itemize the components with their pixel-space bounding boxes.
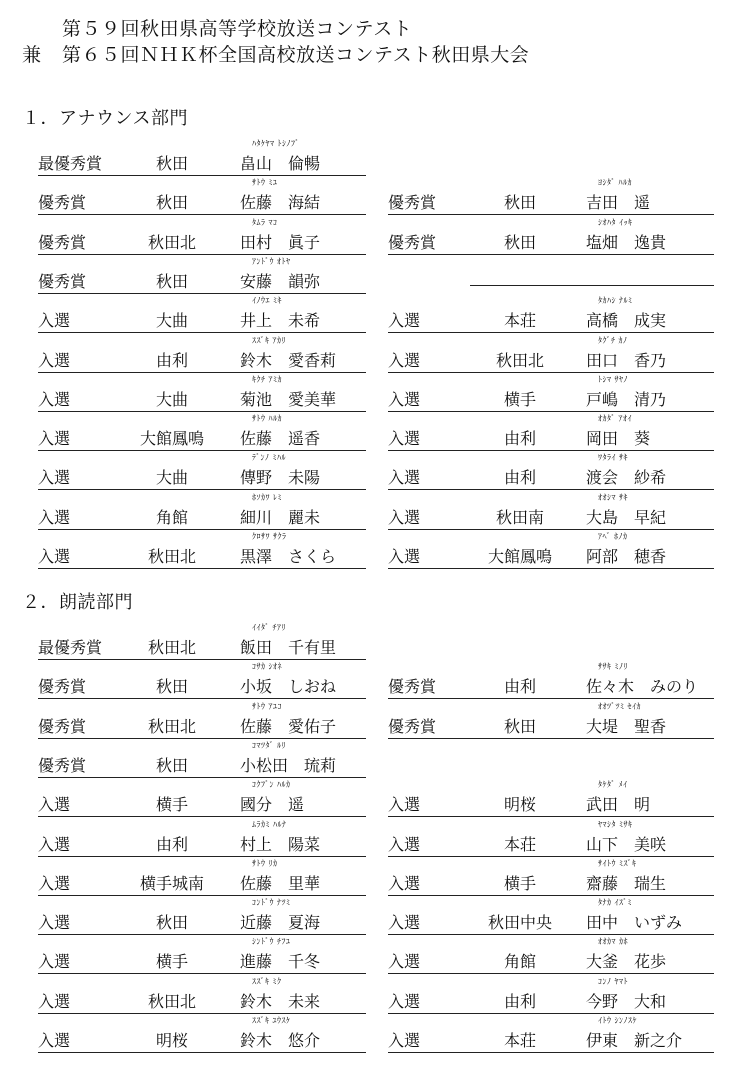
student-name: 飯田 千有里: [240, 638, 337, 657]
award-entry: [388, 453, 714, 489]
school-name: 横手: [503, 390, 536, 409]
school-name: 本荘: [503, 311, 536, 330]
school-name: 秋田: [155, 677, 188, 696]
award-entry: [388, 493, 714, 529]
reading-kana: ｷｸﾁ ｱﾐｶ: [252, 375, 283, 384]
award-category: 入選: [388, 992, 421, 1011]
title-line-2-text: 第６５回ＮＨＫ杯全国高校放送コンテスト秋田県大会: [62, 44, 530, 66]
award-entry: [388, 218, 714, 254]
school-name: 由利: [155, 835, 188, 854]
award-category: 優秀賞: [38, 193, 87, 212]
reading-kana: ﾀﾑﾗ ﾏｺ: [252, 218, 278, 227]
student-name: 安藤 韻弥: [240, 272, 321, 291]
student-name: 高橋 成実: [586, 311, 667, 330]
student-name: 山下 美咲: [586, 835, 667, 854]
award-category: 入選: [388, 952, 421, 971]
reading-kana: ｺﾝﾉ ﾔﾏﾄ: [598, 977, 629, 986]
award-entry: [38, 257, 366, 293]
row-underline: [388, 934, 714, 935]
row-underline: [38, 1013, 366, 1014]
row-underline: [388, 254, 714, 255]
student-name: 大島 早紀: [586, 508, 667, 527]
row-underline: [388, 214, 714, 215]
award-category: 入選: [388, 429, 421, 448]
school-name: 秋田中央: [487, 913, 552, 932]
student-name: 阿部 穂香: [586, 547, 667, 566]
award-category: 入選: [38, 311, 71, 330]
award-category: 優秀賞: [388, 717, 437, 736]
award-category: 優秀賞: [388, 193, 437, 212]
reading-kana: ﾔﾏｼﾀ ﾐｻｷ: [598, 820, 633, 829]
student-name: 吉田 遥: [586, 193, 651, 212]
school-name: 秋田南: [495, 508, 544, 527]
school-name: 大曲: [155, 311, 188, 330]
student-name: 佐々木 みのり: [586, 677, 699, 696]
row-underline: [388, 738, 714, 739]
row-underline: [388, 450, 714, 451]
student-name: 佐藤 海結: [240, 193, 321, 212]
award-entry: [38, 414, 366, 450]
award-entry: [388, 937, 714, 973]
award-category: 入選: [388, 835, 421, 854]
award-entry: [388, 532, 714, 568]
award-entry: [38, 780, 366, 816]
row-underline: [38, 529, 366, 530]
student-name: 田中 いずみ: [586, 913, 683, 932]
award-entry: [388, 178, 714, 214]
row-underline: [38, 568, 366, 569]
reading-kana: ﾀﾅｶ ｲｽﾞﾐ: [598, 898, 633, 907]
award-category: 入選: [388, 874, 421, 893]
award-entry: [388, 375, 714, 411]
school-name: 横手城南: [139, 874, 204, 893]
award-entry: [38, 820, 366, 856]
row-underline: [38, 1052, 366, 1053]
school-name: 秋田北: [147, 992, 196, 1011]
award-entry: [388, 702, 714, 738]
reading-kana: ｻｻｷ ﾐﾉﾘ: [598, 662, 629, 671]
award-category: 入選: [388, 1031, 421, 1050]
reading-kana: ｽｽﾞｷ ﾕｳｽｹ: [252, 1016, 291, 1025]
award-category: 優秀賞: [38, 717, 87, 736]
school-name: 秋田北: [147, 547, 196, 566]
row-underline: [38, 659, 366, 660]
row-underline: [388, 1013, 714, 1014]
award-entry: [38, 937, 366, 973]
student-name: 渡会 紗希: [586, 468, 667, 487]
school-name: 明桜: [155, 1031, 188, 1050]
reading-kana: ｻﾄｳ ﾘｶ: [252, 859, 278, 868]
award-category: 入選: [38, 351, 71, 370]
student-name: 小松田 琉莉: [240, 756, 337, 775]
school-name: 明桜: [503, 795, 536, 814]
row-underline: [38, 816, 366, 817]
award-entry: [388, 414, 714, 450]
school-name: 秋田北: [495, 351, 544, 370]
row-underline: [388, 816, 714, 817]
school-name: 本荘: [503, 835, 536, 854]
award-entry: [38, 859, 366, 895]
student-name: 佐藤 里華: [240, 874, 321, 893]
row-underline: [38, 411, 366, 412]
student-name: 近藤 夏海: [240, 913, 321, 932]
student-name: 武田 明: [586, 795, 651, 814]
school-name: 大館鳳鳴: [139, 429, 204, 448]
award-category: 最優秀賞: [38, 154, 103, 173]
reading-kana: ｻﾄｳ ﾐﾕ: [252, 178, 278, 187]
award-entry: [388, 336, 714, 372]
row-underline: [388, 895, 714, 896]
award-entry: [38, 623, 366, 659]
award-entry: [38, 662, 366, 698]
separator-line: [470, 285, 714, 286]
student-name: 鈴木 悠介: [240, 1031, 321, 1050]
school-name: 角館: [155, 508, 188, 527]
award-entry: [38, 1016, 366, 1052]
school-name: 秋田: [155, 913, 188, 932]
award-category: 優秀賞: [388, 233, 437, 252]
reading-kana: ｵｶﾀﾞ ｱｵｲ: [598, 414, 633, 423]
student-name: 畠山 倫暢: [240, 154, 321, 173]
award-category: 入選: [38, 795, 71, 814]
row-underline: [38, 895, 366, 896]
award-entry: [38, 898, 366, 934]
student-name: 菊池 愛美華: [240, 390, 337, 409]
document-title-line-2: [22, 40, 529, 67]
reading-kana: ｻﾄｳ ﾊﾙｶ: [252, 414, 283, 423]
student-name: 岡田 葵: [586, 429, 651, 448]
school-name: 秋田: [155, 193, 188, 212]
row-underline: [38, 332, 366, 333]
school-name: 秋田: [155, 756, 188, 775]
document-title-line-1: 第５９回秋田県高等学校放送コンテスト: [62, 18, 413, 40]
award-category: 優秀賞: [38, 233, 87, 252]
award-entry: [38, 493, 366, 529]
reading-kana: ｱﾍﾞ ﾎﾉｶ: [598, 532, 628, 541]
student-name: 伊東 新之介: [586, 1031, 683, 1050]
reading-kana: ｺｻｶ ｼｵﾈ: [252, 662, 283, 671]
reading-kana: ﾎｿｶﾜ ﾚﾐ: [252, 493, 283, 502]
school-name: 由利: [503, 429, 536, 448]
reading-kana: ﾑﾗｶﾐ ﾊﾙﾅ: [252, 820, 287, 829]
reading-kana: ｺﾝﾄﾞｳ ﾅﾂﾐ: [252, 898, 291, 907]
award-entry: [38, 178, 366, 214]
school-name: 角館: [503, 952, 536, 971]
school-name: 由利: [503, 992, 536, 1011]
award-entry: [388, 977, 714, 1013]
award-entry: [388, 780, 714, 816]
row-underline: [388, 856, 714, 857]
reading-kana: ｽｽﾞｷ ｱｶﾘ: [252, 336, 287, 345]
row-underline: [38, 738, 366, 739]
student-name: 傳野 未陽: [240, 468, 321, 487]
student-name: 齋藤 瑞生: [586, 874, 667, 893]
school-name: 由利: [503, 468, 536, 487]
row-underline: [38, 293, 366, 294]
student-name: 佐藤 愛佑子: [240, 717, 337, 736]
row-underline: [388, 568, 714, 569]
row-underline: [38, 372, 366, 373]
row-underline: [388, 489, 714, 490]
row-underline: [38, 934, 366, 935]
student-name: 鈴木 未来: [240, 992, 321, 1011]
row-underline: [38, 777, 366, 778]
award-category: 入選: [38, 547, 71, 566]
row-underline: [388, 372, 714, 373]
award-category: 入選: [38, 835, 71, 854]
award-entry: [388, 820, 714, 856]
school-name: 横手: [155, 795, 188, 814]
award-category: 入選: [388, 508, 421, 527]
school-name: 大曲: [155, 390, 188, 409]
award-category: 優秀賞: [38, 756, 87, 775]
award-category: 入選: [38, 874, 71, 893]
reading-kana: ｼｵﾊﾀ ｲｯｷ: [598, 218, 633, 227]
reading-kana: ｺﾏﾂﾀﾞ ﾙﾘ: [252, 741, 287, 750]
reading-kana: ﾊﾀｹﾔﾏ ﾄｼﾉﾌﾞ: [252, 139, 300, 148]
row-underline: [388, 1052, 714, 1053]
reading-kana: ｲｲﾀﾞ ﾁｱﾘ: [252, 623, 287, 632]
award-entry: [388, 859, 714, 895]
reading-kana: ｻﾄｳ ｱﾕｺ: [252, 702, 283, 711]
row-underline: [38, 450, 366, 451]
award-category: 入選: [388, 311, 421, 330]
row-underline: [38, 856, 366, 857]
student-name: 細川 麗未: [240, 508, 321, 527]
school-name: 由利: [503, 677, 536, 696]
reading-kana: ｲﾉｳｴ ﾐｷ: [252, 296, 283, 305]
reading-kana: ｽｽﾞｷ ﾐｸ: [252, 977, 282, 986]
row-underline: [388, 698, 714, 699]
award-entry: [38, 702, 366, 738]
reading-kana: ｱﾝﾄﾞｳ ｵﾄﾔ: [252, 257, 291, 266]
student-name: 塩畑 逸貴: [586, 233, 667, 252]
reading-kana: ｵｵｼﾏ ｻｷ: [598, 493, 629, 502]
award-category: 入選: [388, 351, 421, 370]
award-category: 最優秀賞: [38, 638, 103, 657]
student-name: 進藤 千冬: [240, 952, 321, 971]
section-heading-recitation: ２．朗読部門: [22, 592, 133, 613]
award-category: 入選: [388, 547, 421, 566]
school-name: 横手: [503, 874, 536, 893]
award-category: 入選: [38, 429, 71, 448]
school-name: 秋田: [503, 193, 536, 212]
row-underline: [388, 411, 714, 412]
school-name: 秋田北: [147, 233, 196, 252]
school-name: 大館鳳鳴: [487, 547, 552, 566]
reading-kana: ﾄｼﾏ ｻﾔﾉ: [598, 375, 629, 384]
student-name: 大釜 花歩: [586, 952, 667, 971]
school-name: 由利: [155, 351, 188, 370]
student-name: 小坂 しおね: [240, 677, 337, 696]
school-name: 本荘: [503, 1031, 536, 1050]
award-entry: [38, 375, 366, 411]
award-category: 入選: [388, 913, 421, 932]
award-entry: [38, 453, 366, 489]
reading-kana: ﾖｼﾀﾞ ﾊﾙｶ: [598, 178, 633, 187]
award-category: 入選: [388, 390, 421, 409]
award-category: 入選: [388, 468, 421, 487]
reading-kana: ｵｵｶﾏ ｶﾎ: [598, 937, 629, 946]
student-name: 田口 香乃: [586, 351, 667, 370]
student-name: 國分 遥: [240, 795, 305, 814]
student-name: 鈴木 愛香莉: [240, 351, 337, 370]
reading-kana: ｸﾛｻﾜ ｻｸﾗ: [252, 532, 287, 541]
school-name: 秋田: [155, 154, 188, 173]
row-underline: [388, 332, 714, 333]
award-category: 優秀賞: [38, 272, 87, 291]
award-category: 入選: [38, 390, 71, 409]
award-category: 入選: [38, 468, 71, 487]
reading-kana: ｼﾝﾄﾞｳ ﾁﾌﾕ: [252, 937, 291, 946]
school-name: 秋田: [503, 717, 536, 736]
student-name: 戸嶋 清乃: [586, 390, 667, 409]
award-entry: [388, 662, 714, 698]
award-entry: [388, 898, 714, 934]
award-entry: [38, 532, 366, 568]
reading-kana: ｺｸﾌﾞﾝ ﾊﾙｶ: [252, 780, 291, 789]
row-underline: [38, 489, 366, 490]
award-entry: [38, 977, 366, 1013]
row-underline: [38, 254, 366, 255]
reading-kana: ﾀｶﾊｼ ﾅﾙﾐ: [598, 296, 633, 305]
reading-kana: ｲﾄｳ ｼﾝﾉｽｹ: [598, 1016, 638, 1025]
row-underline: [38, 214, 366, 215]
reading-kana: ﾀｹﾀﾞ ﾒｲ: [598, 780, 628, 789]
row-underline: [388, 529, 714, 530]
award-entry: [388, 1016, 714, 1052]
student-name: 井上 未希: [240, 311, 321, 330]
reading-kana: ﾃﾞﾝﾉ ﾐﾊﾙ: [252, 453, 287, 462]
award-entry: [38, 741, 366, 777]
row-underline: [38, 175, 366, 176]
award-entry: [38, 218, 366, 254]
school-name: 秋田: [503, 233, 536, 252]
award-entry: [38, 336, 366, 372]
reading-kana: ﾜﾀﾗｲ ｻｷ: [598, 453, 629, 462]
row-underline: [38, 698, 366, 699]
row-underline: [38, 973, 366, 974]
reading-kana: ｵｵﾂﾞﾂﾐ ｾｲｶ: [598, 702, 642, 711]
award-category: 優秀賞: [388, 677, 437, 696]
award-entry: [38, 296, 366, 332]
award-category: 入選: [38, 508, 71, 527]
title-prefix: 兼: [22, 44, 42, 66]
school-name: 秋田北: [147, 717, 196, 736]
reading-kana: ﾀｸﾞﾁ ｶﾉ: [598, 336, 628, 345]
award-category: 入選: [38, 1031, 71, 1050]
award-category: 優秀賞: [38, 677, 87, 696]
student-name: 村上 陽菜: [240, 835, 321, 854]
student-name: 佐藤 遥香: [240, 429, 321, 448]
award-category: 入選: [388, 795, 421, 814]
section-heading-announcement: １．アナウンス部門: [22, 108, 188, 129]
student-name: 大堤 聖香: [586, 717, 667, 736]
award-entry: [38, 139, 366, 175]
school-name: 秋田: [155, 272, 188, 291]
award-category: 入選: [38, 952, 71, 971]
student-name: 今野 大和: [586, 992, 667, 1011]
award-category: 入選: [38, 913, 71, 932]
school-name: 秋田北: [147, 638, 196, 657]
reading-kana: ｻｲﾄｳ ﾐｽﾞｷ: [598, 859, 637, 868]
award-entry: [388, 296, 714, 332]
student-name: 黒澤 さくら: [240, 547, 337, 566]
school-name: 横手: [155, 952, 188, 971]
award-category: 入選: [38, 992, 71, 1011]
student-name: 田村 眞子: [240, 233, 321, 252]
school-name: 大曲: [155, 468, 188, 487]
row-underline: [388, 973, 714, 974]
